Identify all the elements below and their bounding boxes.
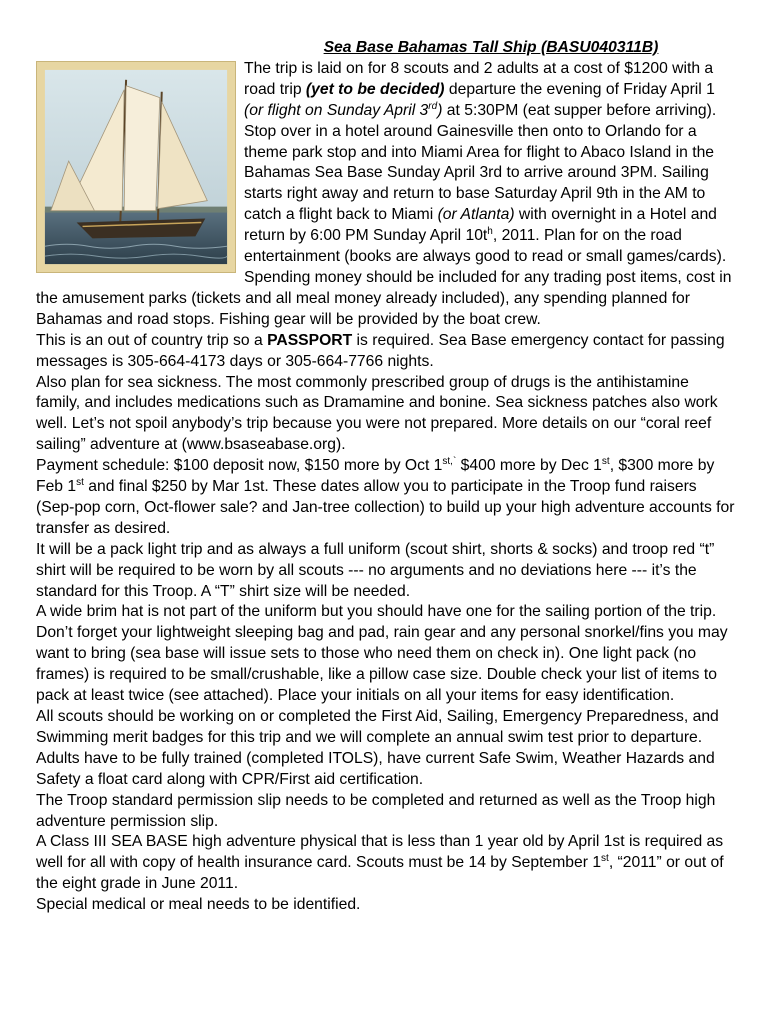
paragraph-gear: A wide brim hat is not part of the uniform but you should have one for the sailing portion of the trip. Don’t forget your lightweight sleeping bag and pad, rain gear and any personal snorkel/fins you may want to bring (sea base will issue sets to those who need them on check in). One light pack (no frames) is required to be small/crushable, like a pillow case size. Double check your list of items to pack at least twice (see attached). Place your initials on all your items for easy identification.	[36, 603, 728, 705]
paragraph-merit-badges: All scouts should be working on or completed the First Aid, Sailing, Emergency Preparedness, and Swimming merit badges for this trip and we will complete an annual swim test prior to departure. Adults have to be fully trained (completed ITOLS), have current Safe Swim, Weather Hazards and Safety a float card along with CPR/First aid certification.	[36, 708, 719, 788]
superscript: st	[601, 853, 609, 865]
superscript: st	[76, 476, 84, 488]
text-span: , 2011. Plan for on the road entertainment (books are always good to read or small games/cards). Spending money should be included for any trading post items, cost in the amusement parks (tickets and all meal money already included), any spending planned for Bahamas and road stops. Fishing gear will be provided by the boat crew.	[36, 227, 732, 328]
text-span: and final $250 by Mar 1st. These dates allow you to participate in the Troop fund raisers (Sep-pop corn, Oct-flower sale? and Jan-tree collection) to build up your high adventure accounts for transfer as desired.	[36, 478, 735, 537]
paragraph-permission-slip: The Troop standard permission slip needs to be completed and returned as well as the Troop high adventure permission slip.	[36, 791, 716, 830]
tall-ship-photo	[36, 61, 236, 273]
text-span: $400 more by Dec 1	[456, 457, 602, 475]
text-span: The trip is laid on for 8 scouts and 2 adults at a cost of $1200 with a road trip	[244, 59, 714, 98]
document-page	[36, 38, 736, 916]
superscript: st	[601, 455, 610, 467]
paragraph-uniform: It will be a pack light trip and as always a full uniform (scout shirt, shorts & socks) and troop red “t” shirt will be required to be worn by all scouts --- no arguments and no deviations here --- it’s the standard for this Troop. A “T” shirt size will be needed.	[36, 540, 715, 600]
text-span: This is an out of country trip so a	[36, 331, 268, 349]
text-span: at 5:30PM (eat supper before arriving). Stop over in a hotel around Gainesville then onto to Orlando for a theme park stop and into Miami Area for flight to Abaco Island in the Bahamas Sea Base Sunday April 3rd to arrive around 3PM. Sailing starts right away and return to base Saturday April 9th in the AM to catch a flight back to Miami	[244, 101, 717, 224]
paragraph-special-needs: Special medical or meal needs to be identified.	[36, 896, 361, 914]
text-span: )	[437, 101, 443, 119]
text-span: A Class III SEA BASE high adventure physical that is less than 1 year old by April 1st is required as well for all with copy of health insurance card. Scouts must be 14 by September 1	[36, 833, 724, 872]
text-span: Payment schedule: $100 deposit now, $150 more by Oct 1	[36, 457, 443, 475]
text-span: departure the evening of Friday April 1	[444, 80, 715, 98]
text-span-italic	[244, 102, 442, 119]
text-span-bold: PASSPORT	[267, 331, 353, 349]
text-span: (or flight on Sunday April 3	[244, 101, 429, 119]
text-span: with overnight in a Hotel and return by 6:00 PM Sunday April 10t	[244, 206, 717, 245]
document-title: Sea Base Bahamas Tall Ship (BASU040311B)	[323, 39, 659, 56]
paragraph-physical	[36, 832, 736, 895]
text-span-emphasis: (yet to be decided)	[305, 80, 445, 98]
paragraph-sea-sickness: Also plan for sea sickness. The most commonly prescribed group of drugs is the antihistamine family, and includes medications such as Dramamine and bonine. Sea sickness patches also work well. Let’s not spoil anybody’s trip because you were not prepared. More details on our “coral reef sailing” adventure at (www.bsaseabase.org).	[36, 373, 718, 454]
superscript: h	[487, 225, 493, 237]
text-span: is required. Sea Base emergency contact for passing messages is 305-664-4173 days or 305-664-7766 nights.	[36, 331, 725, 370]
superscript: st,`	[442, 455, 457, 467]
paragraph-payment-schedule	[36, 456, 736, 540]
text-span: , “2011” or out of the eight grade in June 2011.	[36, 854, 724, 893]
text-span: , $300 more by Feb 1	[36, 457, 715, 496]
text-span-italic: (or Atlanta)	[437, 206, 515, 224]
paragraph-passport	[36, 331, 736, 373]
superscript: rd	[428, 100, 438, 112]
tall-ship-image	[37, 62, 235, 272]
